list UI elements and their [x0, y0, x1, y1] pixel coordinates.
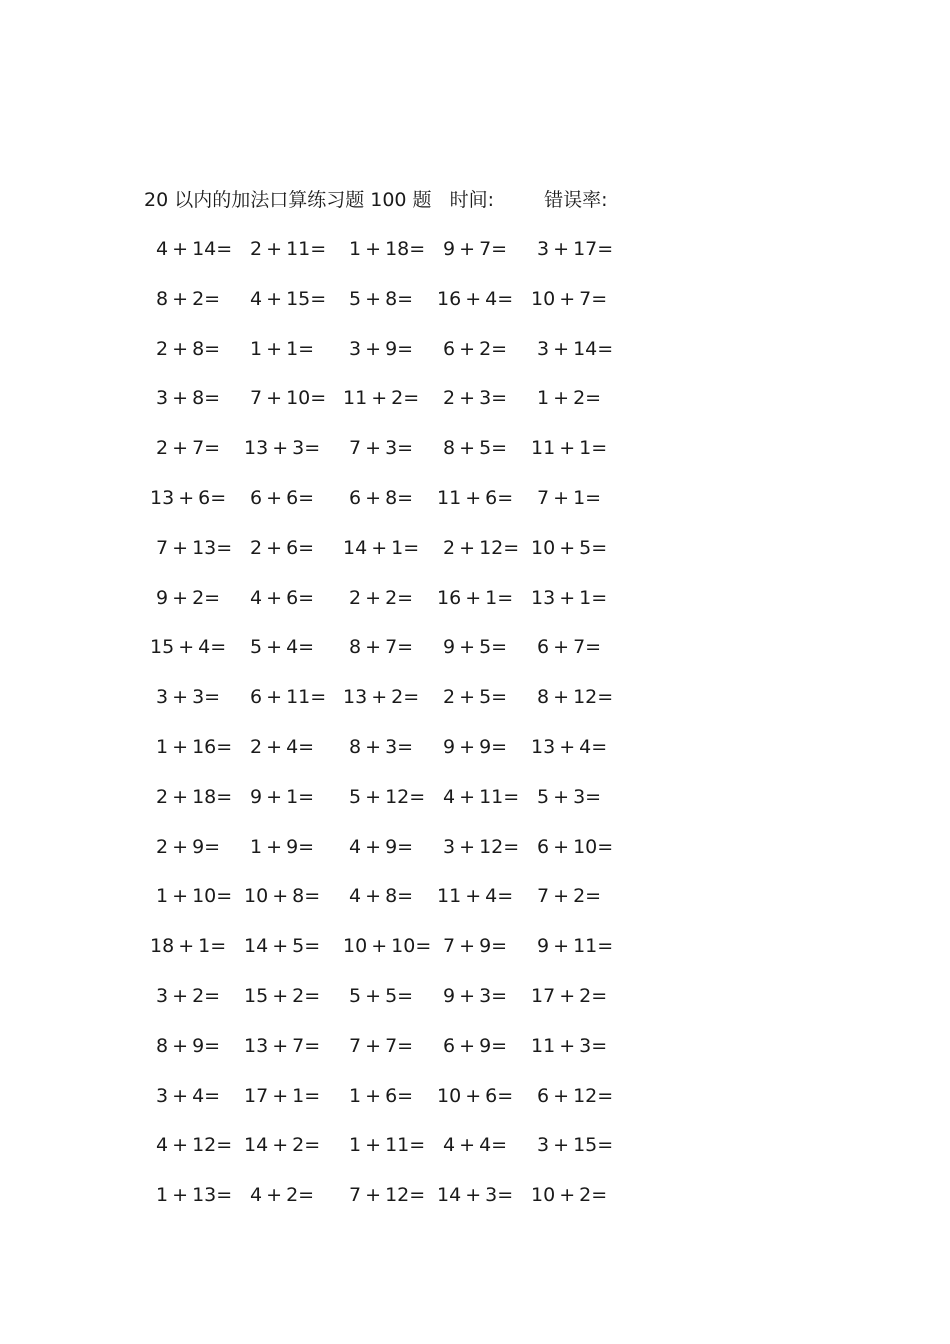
- problem-item: 4 + 8=: [349, 885, 414, 908]
- problem-item: 15 + 2=: [244, 985, 321, 1007]
- problem-item: 8 + 3=: [349, 736, 414, 758]
- problem-item: 7 + 13=: [156, 536, 233, 559]
- problem-item: 7 + 10=: [250, 387, 327, 410]
- problem-item: 4 + 9=: [349, 835, 414, 858]
- problem-item: 2 + 4=: [250, 736, 315, 758]
- problem-item: 1 + 16=: [156, 736, 233, 758]
- problem-item: 9 + 5=: [443, 636, 508, 659]
- problem-item: 4 + 2=: [250, 1184, 315, 1207]
- problem-item: 4 + 14=: [156, 238, 233, 260]
- problem-item: 2 + 7=: [156, 437, 221, 460]
- error-rate-label: 错误率:: [544, 189, 608, 211]
- problem-item: 5 + 8=: [349, 287, 414, 310]
- problem-item: 1 + 13=: [156, 1184, 233, 1207]
- problem-item: 16 + 1=: [437, 586, 514, 609]
- problem-item: 3 + 15=: [537, 1134, 614, 1157]
- problem-item: 14 + 2=: [244, 1134, 321, 1157]
- problem-item: 6 + 2=: [443, 337, 508, 360]
- problem-item: 4 + 11=: [443, 785, 520, 808]
- time-label: 时间:: [449, 189, 495, 211]
- problem-item: 6 + 8=: [349, 487, 414, 509]
- problem-item: 13 + 1=: [531, 586, 608, 609]
- problem-item: 15 + 4=: [150, 636, 227, 659]
- problem-item: 7 + 2=: [537, 885, 602, 908]
- problem-item: 2 + 6=: [250, 536, 315, 559]
- problem-item: 10 + 8=: [244, 885, 321, 908]
- problem-item: 9 + 9=: [443, 736, 508, 758]
- problem-item: 1 + 2=: [537, 387, 602, 410]
- problem-item: 8 + 9=: [156, 1034, 221, 1057]
- problem-item: 11 + 2=: [343, 387, 420, 410]
- problem-item: 2 + 8=: [156, 337, 221, 360]
- problem-item: 8 + 5=: [443, 437, 508, 460]
- problem-item: 2 + 12=: [443, 536, 520, 559]
- problem-item: 2 + 3=: [443, 387, 508, 410]
- problem-item: 3 + 9=: [349, 337, 414, 360]
- problem-item: 1 + 6=: [349, 1084, 414, 1107]
- problem-item: 10 + 6=: [437, 1084, 514, 1107]
- problem-item: 10 + 5=: [531, 536, 608, 559]
- problem-item: 1 + 1=: [250, 337, 315, 360]
- problem-item: 17 + 2=: [531, 985, 608, 1007]
- problem-item: 3 + 2=: [156, 985, 221, 1007]
- problem-item: 18 + 1=: [150, 935, 227, 958]
- problem-item: 4 + 6=: [250, 586, 315, 609]
- problem-item: 11 + 3=: [531, 1034, 608, 1057]
- problem-item: 1 + 10=: [156, 885, 233, 908]
- problem-item: 11 + 4=: [437, 885, 514, 908]
- problem-item: 3 + 8=: [156, 387, 221, 410]
- worksheet-title: 20 以内的加法口算练习题 100 题: [144, 189, 432, 211]
- problem-item: 7 + 3=: [349, 437, 414, 460]
- problem-item: 13 + 7=: [244, 1034, 321, 1057]
- problem-item: 2 + 5=: [443, 686, 508, 709]
- problem-item: 16 + 4=: [437, 287, 514, 310]
- problem-item: 2 + 9=: [156, 835, 221, 858]
- problem-item: 9 + 11=: [537, 935, 614, 958]
- problem-item: 6 + 11=: [250, 686, 327, 709]
- problem-item: 1 + 11=: [349, 1134, 426, 1157]
- worksheet-header: [144, 186, 607, 214]
- problem-item: 10 + 10=: [343, 935, 432, 958]
- problem-item: 3 + 14=: [537, 337, 614, 360]
- problem-item: 6 + 6=: [250, 487, 315, 509]
- problem-item: 6 + 9=: [443, 1034, 508, 1057]
- problem-item: 2 + 11=: [250, 238, 327, 260]
- problem-item: 3 + 3=: [156, 686, 221, 709]
- problem-item: 9 + 2=: [156, 586, 221, 609]
- problem-item: 14 + 1=: [343, 536, 420, 559]
- problem-item: 11 + 6=: [437, 487, 514, 509]
- problem-item: 8 + 7=: [349, 636, 414, 659]
- problem-item: 9 + 7=: [443, 238, 508, 260]
- problem-item: 11 + 1=: [531, 437, 608, 460]
- problem-item: 4 + 12=: [156, 1134, 233, 1157]
- problem-item: 3 + 12=: [443, 835, 520, 858]
- problem-item: 4 + 4=: [443, 1134, 508, 1157]
- problem-item: 3 + 4=: [156, 1084, 221, 1107]
- problem-item: 5 + 3=: [537, 785, 602, 808]
- problem-item: 14 + 5=: [244, 935, 321, 958]
- problem-item: 6 + 7=: [537, 636, 602, 659]
- problem-item: 4 + 15=: [250, 287, 327, 310]
- problem-item: 13 + 6=: [150, 487, 227, 509]
- problem-item: 5 + 12=: [349, 785, 426, 808]
- problem-item: 13 + 2=: [343, 686, 420, 709]
- problem-item: 2 + 18=: [156, 785, 233, 808]
- problem-item: 3 + 17=: [537, 238, 614, 260]
- problem-item: 17 + 1=: [244, 1084, 321, 1107]
- problem-item: 9 + 1=: [250, 785, 315, 808]
- problem-item: 6 + 12=: [537, 1084, 614, 1107]
- problem-item: 7 + 12=: [349, 1184, 426, 1207]
- problem-item: 7 + 7=: [349, 1034, 414, 1057]
- problem-item: 5 + 5=: [349, 985, 414, 1007]
- problem-item: 1 + 9=: [250, 835, 315, 858]
- problem-item: 1 + 18=: [349, 238, 426, 260]
- problem-item: 9 + 3=: [443, 985, 508, 1007]
- problem-item: 10 + 7=: [531, 287, 608, 310]
- problem-item: 8 + 2=: [156, 287, 221, 310]
- problem-item: 7 + 9=: [443, 935, 508, 958]
- problem-item: 5 + 4=: [250, 636, 315, 659]
- problem-item: 8 + 12=: [537, 686, 614, 709]
- problem-item: 6 + 10=: [537, 835, 614, 858]
- problem-item: 14 + 3=: [437, 1184, 514, 1207]
- problem-item: 13 + 3=: [244, 437, 321, 460]
- problem-item: 7 + 1=: [537, 487, 602, 509]
- problem-item: 13 + 4=: [531, 736, 608, 758]
- problem-item: 10 + 2=: [531, 1184, 608, 1207]
- problem-item: 2 + 2=: [349, 586, 414, 609]
